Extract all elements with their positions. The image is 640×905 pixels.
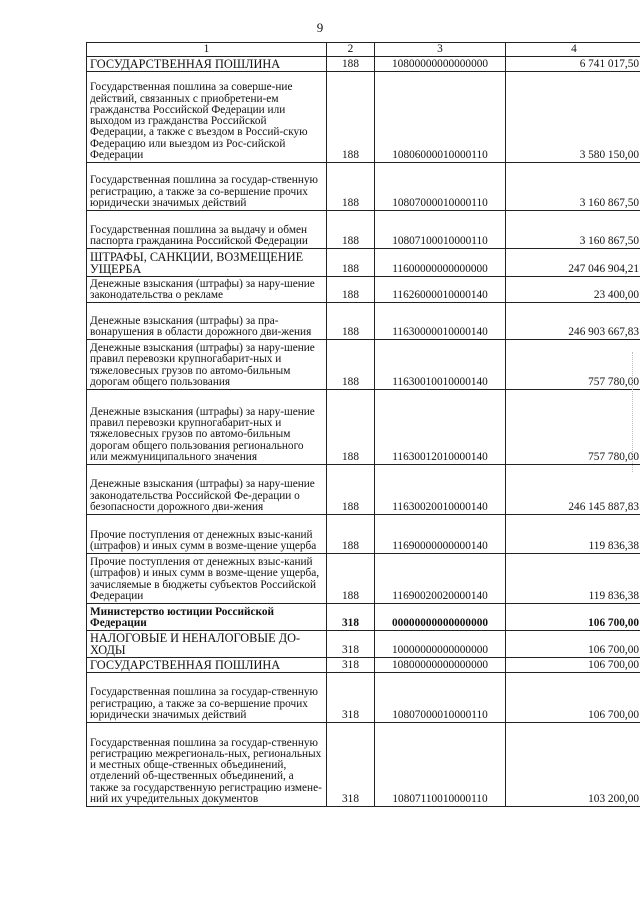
- row-amount: 6 741 017,50: [506, 57, 640, 72]
- row-amount: 246 903 667,83: [506, 303, 640, 340]
- row-name: Денежные взыскания (штрафы) за нару-шение законодательства Российской Фе-дерации о безопасности дорожного дви-жения: [87, 465, 327, 515]
- column-header: 3: [375, 43, 506, 57]
- row-name: Прочие поступления от денежных взыс-каний (штрафов) и иных сумм в возме-щение ущерба, зачисляемые в бюджеты субъектов Российской Федерации: [87, 554, 327, 604]
- row-admin-code: 188: [327, 515, 375, 554]
- table-row: [87, 303, 640, 340]
- row-revenue-code: 11630000010000140: [375, 303, 506, 340]
- table-row: [87, 554, 640, 604]
- row-amount: 3 160 867,50: [506, 163, 640, 211]
- revenue-table: [86, 42, 640, 807]
- row-amount: 106 700,00: [506, 658, 640, 673]
- row-revenue-code: 10807000010000110: [375, 163, 506, 211]
- row-amount: 119 836,38: [506, 515, 640, 554]
- row-revenue-code: 11626000010000140: [375, 277, 506, 303]
- table-row: [87, 340, 640, 390]
- row-revenue-code: 00000000000000000: [375, 604, 506, 631]
- row-revenue-code: 10807100010000110: [375, 211, 506, 249]
- table-row: [87, 390, 640, 465]
- row-amount: 119 836,38: [506, 554, 640, 604]
- row-admin-code: 188: [327, 277, 375, 303]
- row-name: Государственная пошлина за соверше-ние действий, связанных с приобретени-ем гражданства Российской Федерации или выходом из гражданства Российской Федерации, а также с въездом в Россий-скую Федерацию или выездом из Рос-сийской Федерации: [87, 72, 327, 163]
- row-revenue-code: 11690020020000140: [375, 554, 506, 604]
- table-row: [87, 277, 640, 303]
- table-row: [87, 249, 640, 277]
- row-admin-code: 318: [327, 723, 375, 807]
- row-admin-code: 318: [327, 604, 375, 631]
- row-amount: 103 200,00: [506, 723, 640, 807]
- table-row: [87, 465, 640, 515]
- row-amount: 757 780,00: [506, 390, 640, 465]
- row-name: Денежные взыскания (штрафы) за нару-шение правил перевозки крупногабарит-ных и тяжеловесных грузов по автомо-бильным дорогам общего пользования регионального или межмуниципального значения: [87, 390, 327, 465]
- row-revenue-code: 10806000010000110: [375, 72, 506, 163]
- row-amount: 106 700,00: [506, 631, 640, 658]
- row-revenue-code: 10807000010000110: [375, 673, 506, 723]
- row-revenue-code: 10807110010000110: [375, 723, 506, 807]
- row-admin-code: 188: [327, 57, 375, 72]
- row-name: ГОСУДАРСТВЕННАЯ ПОШЛИНА: [87, 658, 327, 673]
- column-header: 1: [87, 43, 327, 57]
- row-name: Государственная пошлина за государ-ственную регистрацию, а также за со-вершение прочих юридически значимых действий: [87, 673, 327, 723]
- table-row: [87, 57, 640, 72]
- table-row: [87, 631, 640, 658]
- table-row: [87, 658, 640, 673]
- row-revenue-code: 11690000000000140: [375, 515, 506, 554]
- row-name: Денежные взыскания (штрафы) за нару-шение правил перевозки крупногабарит-ных и тяжеловесных грузов по автомо-бильным дорогам общего пользования: [87, 340, 327, 390]
- row-name: Прочие поступления от денежных взыс-каний (штрафов) и иных сумм в возме-щение ущерба: [87, 515, 327, 554]
- row-admin-code: 188: [327, 249, 375, 277]
- row-name: Государственная пошлина за государ-ственную регистрацию межрегиональ-ных, региональных и местных обще-ственных объединений, отделений об-щественных объединений, а также за государственную регистрацию измене-ний их учредительных документов: [87, 723, 327, 807]
- row-revenue-code: 11630010010000140: [375, 340, 506, 390]
- row-revenue-code: 10000000000000000: [375, 631, 506, 658]
- table-row: [87, 604, 640, 631]
- row-revenue-code: 11600000000000000: [375, 249, 506, 277]
- row-amount: 23 400,00: [506, 277, 640, 303]
- row-admin-code: 188: [327, 72, 375, 163]
- row-amount: 246 145 887,83: [506, 465, 640, 515]
- table-row: [87, 515, 640, 554]
- row-name: Денежные взыскания (штрафы) за пра-вонарушения в области дорожного дви-жения: [87, 303, 327, 340]
- page-number: 9: [316, 20, 324, 35]
- row-admin-code: 188: [327, 465, 375, 515]
- table-row: [87, 673, 640, 723]
- row-revenue-code: 10800000000000000: [375, 658, 506, 673]
- row-admin-code: 188: [327, 554, 375, 604]
- row-amount: 3 160 867,50: [506, 211, 640, 249]
- table-header-row: [87, 43, 640, 57]
- row-name: НАЛОГОВЫЕ И НЕНАЛОГОВЫЕ ДО-ХОДЫ: [87, 631, 327, 658]
- row-amount: 106 700,00: [506, 673, 640, 723]
- row-name: Министерство юстиции Российской Федерации: [87, 604, 327, 631]
- column-header: 4: [506, 43, 640, 57]
- column-header: 2: [327, 43, 375, 57]
- table-row: [87, 211, 640, 249]
- table-row: [87, 72, 640, 163]
- row-amount: 247 046 904,21: [506, 249, 640, 277]
- row-admin-code: 188: [327, 390, 375, 465]
- row-revenue-code: 10800000000000000: [375, 57, 506, 72]
- row-name: ШТРАФЫ, САНКЦИИ, ВОЗМЕЩЕНИЕ УЩЕРБА: [87, 249, 327, 277]
- row-admin-code: 188: [327, 211, 375, 249]
- table-row: [87, 723, 640, 807]
- row-admin-code: 188: [327, 303, 375, 340]
- row-amount: 3 580 150,00: [506, 72, 640, 163]
- table-row: [87, 163, 640, 211]
- row-name: Денежные взыскания (штрафы) за нару-шение законодательства о рекламе: [87, 277, 327, 303]
- row-revenue-code: 11630020010000140: [375, 465, 506, 515]
- row-revenue-code: 11630012010000140: [375, 390, 506, 465]
- row-amount: 757 780,00: [506, 340, 640, 390]
- row-admin-code: 318: [327, 631, 375, 658]
- row-amount: 106 700,00: [506, 604, 640, 631]
- row-name: Государственная пошлина за выдачу и обмен паспорта гражданина Российской Федерации: [87, 211, 327, 249]
- row-name: ГОСУДАРСТВЕННАЯ ПОШЛИНА: [87, 57, 327, 72]
- row-name: Государственная пошлина за государ-ственную регистрацию, а также за со-вершение прочих юридически значимых действий: [87, 163, 327, 211]
- row-admin-code: 188: [327, 163, 375, 211]
- row-admin-code: 318: [327, 673, 375, 723]
- row-admin-code: 318: [327, 658, 375, 673]
- margin-mark: [632, 352, 637, 472]
- row-admin-code: 188: [327, 340, 375, 390]
